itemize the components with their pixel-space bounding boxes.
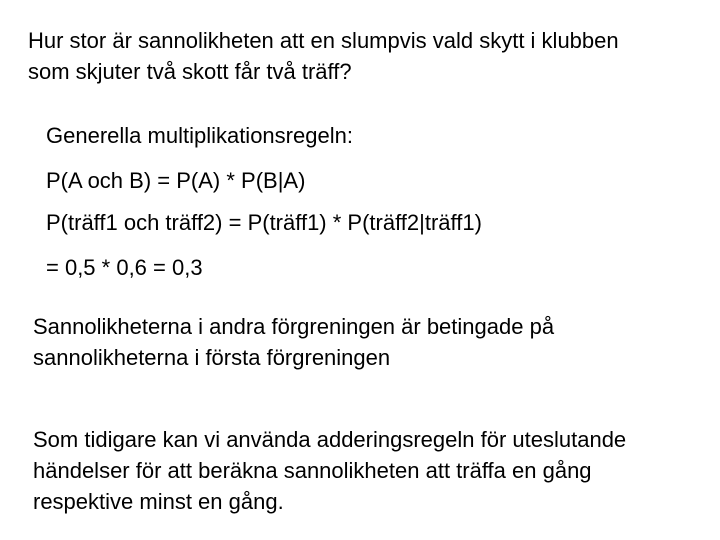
rule-title: Generella multiplikationsregeln:	[46, 123, 353, 148]
formula-result: = 0,5 * 0,6 = 0,3	[46, 255, 203, 280]
question-text: Hur stor är sannolikheten att en slumpvis vald skytt i klubben som skjuter två skott får två träff?	[28, 28, 619, 84]
note-conditional: Sannolikheterna i andra förgreningen är betingade på sannolikheterna i första förgreningen	[33, 314, 555, 370]
formula-general: P(A och B) = P(A) * P(B|A)	[46, 168, 306, 193]
formula-specific: P(träff1 och träff2) = P(träff1) * P(träff2|träff1)	[46, 210, 482, 235]
note-addition-rule: Som tidigare kan vi använda adderingsregeln för uteslutande händelser för att beräkna sannolikheten att träffa en gång respektive minst en gång.	[33, 427, 627, 514]
